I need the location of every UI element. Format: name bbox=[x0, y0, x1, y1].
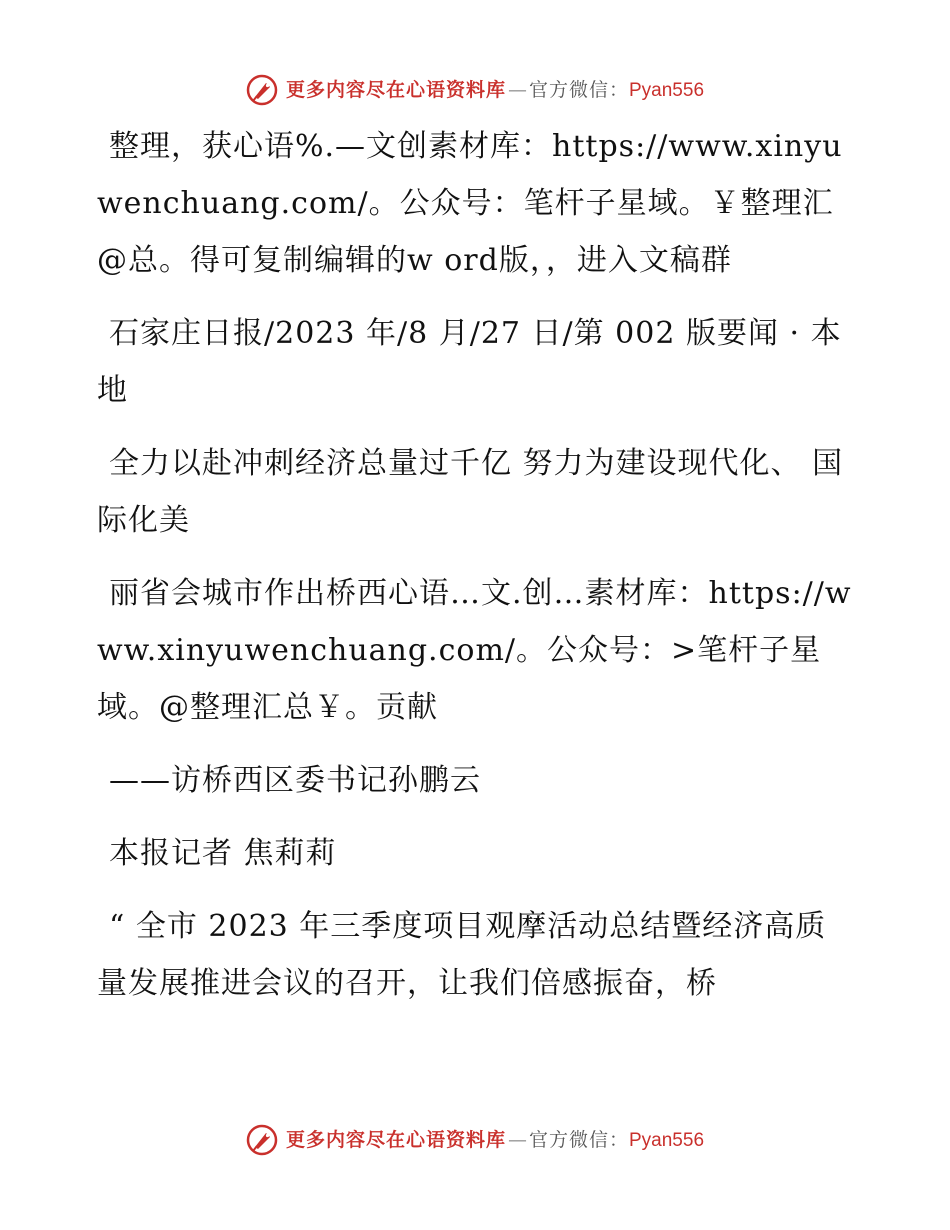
footer-banner bbox=[0, 1120, 950, 1160]
paragraph-subtitle: ——访桥西区委书记孙鹏云 bbox=[109, 763, 481, 798]
paragraph-dateline: 石家庄日报/2023 年/8 月/27 日/第 002 版要闻 · 本地 bbox=[97, 316, 842, 408]
banner-separator: — bbox=[507, 78, 527, 101]
banner-wechat-label: 官方微信： bbox=[528, 78, 629, 101]
banner-wechat-label: 官方微信： bbox=[528, 1128, 629, 1151]
document-body bbox=[97, 118, 852, 1028]
paragraph-byline: 本报记者 焦莉莉 bbox=[109, 836, 337, 871]
banner-text bbox=[285, 1128, 705, 1151]
pen-nib-logo-icon bbox=[246, 1124, 278, 1156]
paragraph-headline: 全力以赴冲刺经济总量过千亿 努力为建设现代化、 国际化美 bbox=[97, 446, 844, 538]
paragraph-body-text: “ 全市 2023 年三季度项目观摩活动总结暨经济高质量发展推进会议的召开，让我们倍感振奋，桥 bbox=[97, 909, 827, 1001]
banner-separator: — bbox=[507, 1128, 527, 1151]
banner-main-text: 更多内容尽在心语资料库 bbox=[285, 1128, 506, 1151]
banner-wechat-id: Pyan556 bbox=[629, 79, 705, 101]
banner-wechat-id: Pyan556 bbox=[629, 1129, 705, 1151]
paragraph-headline-continued: 丽省会城市作出桥西心语…文.创…素材库：https://www.xinyuwenchuang.com/。公众号：>笔杆子星域。@整理汇总￥。贡献 bbox=[97, 576, 852, 725]
paragraph-source-note: 整理，获心语%.—文创素材库：https://www.xinyuwenchuang.com/。公众号：笔杆子星域。￥整理汇@总。得可复制编辑的w ord版，，进入文稿群 bbox=[97, 129, 843, 278]
pen-nib-logo-icon bbox=[246, 74, 278, 106]
banner-text bbox=[285, 78, 705, 101]
banner-main-text: 更多内容尽在心语资料库 bbox=[285, 78, 506, 101]
header-banner bbox=[0, 70, 950, 110]
